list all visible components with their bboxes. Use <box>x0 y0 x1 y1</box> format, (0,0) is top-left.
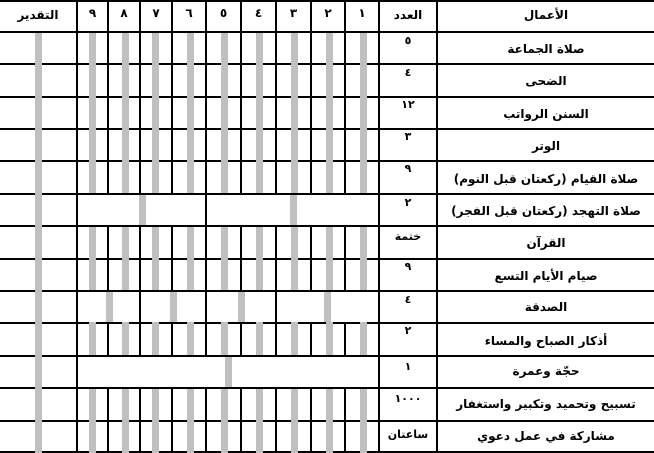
row-action: الصدقة <box>524 300 568 314</box>
col-divider <box>205 290 207 322</box>
row-count: ١٠٠٠ <box>394 392 422 405</box>
col-divider <box>436 0 438 453</box>
row-divider <box>0 193 654 195</box>
row-action: القرآن <box>526 236 566 250</box>
day-1-bar[interactable] <box>360 227 367 290</box>
col-divider <box>344 0 346 193</box>
col-divider <box>310 322 312 355</box>
day-3-bar[interactable] <box>291 227 298 290</box>
col-divider <box>171 322 173 355</box>
day-9-bar[interactable] <box>89 227 96 290</box>
tahajjud-bar-right[interactable] <box>290 195 297 225</box>
row-action: صلاة القيام (ركعتان قبل النوم) <box>453 172 639 186</box>
header-day-8: ٨ <box>120 6 128 20</box>
col-divider <box>310 0 312 193</box>
col-divider <box>240 225 242 290</box>
day-5-bar[interactable] <box>221 227 228 290</box>
day-9-bar[interactable] <box>89 389 96 453</box>
header-day-3: ٣ <box>289 6 298 20</box>
col-divider <box>171 387 173 453</box>
col-divider <box>107 0 109 193</box>
header-day-1: ١ <box>358 6 366 20</box>
day-8-bar[interactable] <box>122 389 129 453</box>
row-action: الضحى <box>525 74 567 88</box>
row-divider <box>0 355 654 357</box>
col-divider <box>205 0 207 193</box>
col-divider <box>171 225 173 290</box>
day-2-bar[interactable] <box>326 389 333 453</box>
day-9-bar[interactable] <box>89 33 96 193</box>
day-3-bar[interactable] <box>291 389 298 453</box>
col-divider <box>310 387 312 453</box>
sadaqa-bar-2[interactable] <box>170 292 177 322</box>
row-count: ٩ <box>404 260 412 273</box>
row-action: صيام الأيام التسع <box>494 269 598 283</box>
col-divider <box>240 322 242 355</box>
day-7-bar[interactable] <box>152 322 159 355</box>
header-day-7: ٧ <box>152 6 160 20</box>
col-divider <box>344 387 346 453</box>
col-divider <box>240 387 242 453</box>
header-actions: الأعمال <box>523 8 569 22</box>
day-7-bar[interactable] <box>152 227 159 290</box>
col-divider <box>76 0 78 453</box>
day-6-bar[interactable] <box>187 322 194 355</box>
day-2-bar[interactable] <box>326 322 333 355</box>
col-divider <box>310 225 312 290</box>
day-7-bar[interactable] <box>152 33 159 193</box>
row-divider <box>0 0 654 2</box>
col-divider <box>107 225 109 290</box>
row-count: ٤ <box>404 66 412 79</box>
col-divider <box>139 225 141 290</box>
col-divider <box>205 387 207 453</box>
day-3-bar[interactable] <box>291 322 298 355</box>
day-3-bar[interactable] <box>291 33 298 193</box>
row-count: ٤ <box>404 293 412 306</box>
day-5-bar[interactable] <box>221 33 228 193</box>
row-action: أذكار الصباح والمساء <box>484 334 608 348</box>
col-divider <box>139 290 141 322</box>
day-4-bar[interactable] <box>256 227 263 290</box>
header-evaluation: التقدير <box>17 8 59 22</box>
header-count: العدد <box>393 8 423 22</box>
hajj-bar[interactable] <box>225 357 232 387</box>
col-divider <box>205 322 207 355</box>
row-action: السنن الرواتب <box>503 107 589 121</box>
day-9-bar[interactable] <box>89 322 96 355</box>
day-5-bar[interactable] <box>221 389 228 453</box>
col-divider <box>139 387 141 453</box>
evaluation-bar[interactable] <box>35 33 42 453</box>
row-action: صلاة الجماعة <box>507 42 585 56</box>
row-action: تسبيح وتحميد وتكبير واستغفار <box>456 397 636 411</box>
sadaqa-bar-4[interactable] <box>324 292 331 322</box>
col-divider <box>344 225 346 290</box>
row-count: ٥ <box>404 34 412 47</box>
col-divider <box>275 387 277 453</box>
day-6-bar[interactable] <box>187 389 194 453</box>
row-count: ٩ <box>404 162 412 175</box>
day-5-bar[interactable] <box>221 322 228 355</box>
row-action: مشاركة في عمل دعوي <box>477 429 615 443</box>
day-6-bar[interactable] <box>187 33 194 193</box>
day-1-bar[interactable] <box>360 322 367 355</box>
col-divider <box>171 0 173 193</box>
row-count: ختمة <box>394 230 422 243</box>
col-divider <box>275 0 277 193</box>
header-day-4: ٤ <box>254 6 263 20</box>
col-divider <box>139 0 141 193</box>
header-day-6: ٦ <box>185 6 193 20</box>
col-divider <box>275 290 277 322</box>
header-day-5: ٥ <box>219 6 228 20</box>
day-8-bar[interactable] <box>122 33 129 193</box>
row-count: ساعتان <box>387 428 429 441</box>
day-8-bar[interactable] <box>122 322 129 355</box>
day-2-bar[interactable] <box>326 33 333 193</box>
day-4-bar[interactable] <box>256 33 263 193</box>
day-4-bar[interactable] <box>256 322 263 355</box>
sadaqa-bar-3[interactable] <box>238 292 245 322</box>
day-4-bar[interactable] <box>256 389 263 453</box>
row-count: ١ <box>404 360 412 373</box>
row-action: الوتر <box>531 139 561 153</box>
row-action: حجّة وعمرة <box>512 364 580 378</box>
row-count: ٢ <box>404 324 412 337</box>
col-divider <box>205 225 207 290</box>
tahajjud-bar-left[interactable] <box>139 195 146 225</box>
row-count: ٣ <box>404 130 412 143</box>
header-day-2: ٢ <box>324 6 332 20</box>
day-1-bar[interactable] <box>360 33 367 193</box>
day-2-bar[interactable] <box>326 227 333 290</box>
sadaqa-bar-1[interactable] <box>106 292 113 322</box>
row-count: ٢ <box>404 196 412 209</box>
col-divider <box>275 225 277 290</box>
header-day-9: ٩ <box>88 6 97 20</box>
col-divider <box>240 0 242 193</box>
col-divider <box>107 322 109 355</box>
col-divider <box>205 193 207 225</box>
row-action: صلاة التهجد (ركعتان قبل الفجر) <box>451 204 641 218</box>
col-divider <box>139 322 141 355</box>
row-count: ١٢ <box>401 98 415 111</box>
day-8-bar[interactable] <box>122 227 129 290</box>
day-1-bar[interactable] <box>360 389 367 453</box>
col-divider <box>107 387 109 453</box>
col-divider <box>275 322 277 355</box>
day-7-bar[interactable] <box>152 389 159 453</box>
col-divider <box>344 322 346 355</box>
day-6-bar[interactable] <box>187 227 194 290</box>
